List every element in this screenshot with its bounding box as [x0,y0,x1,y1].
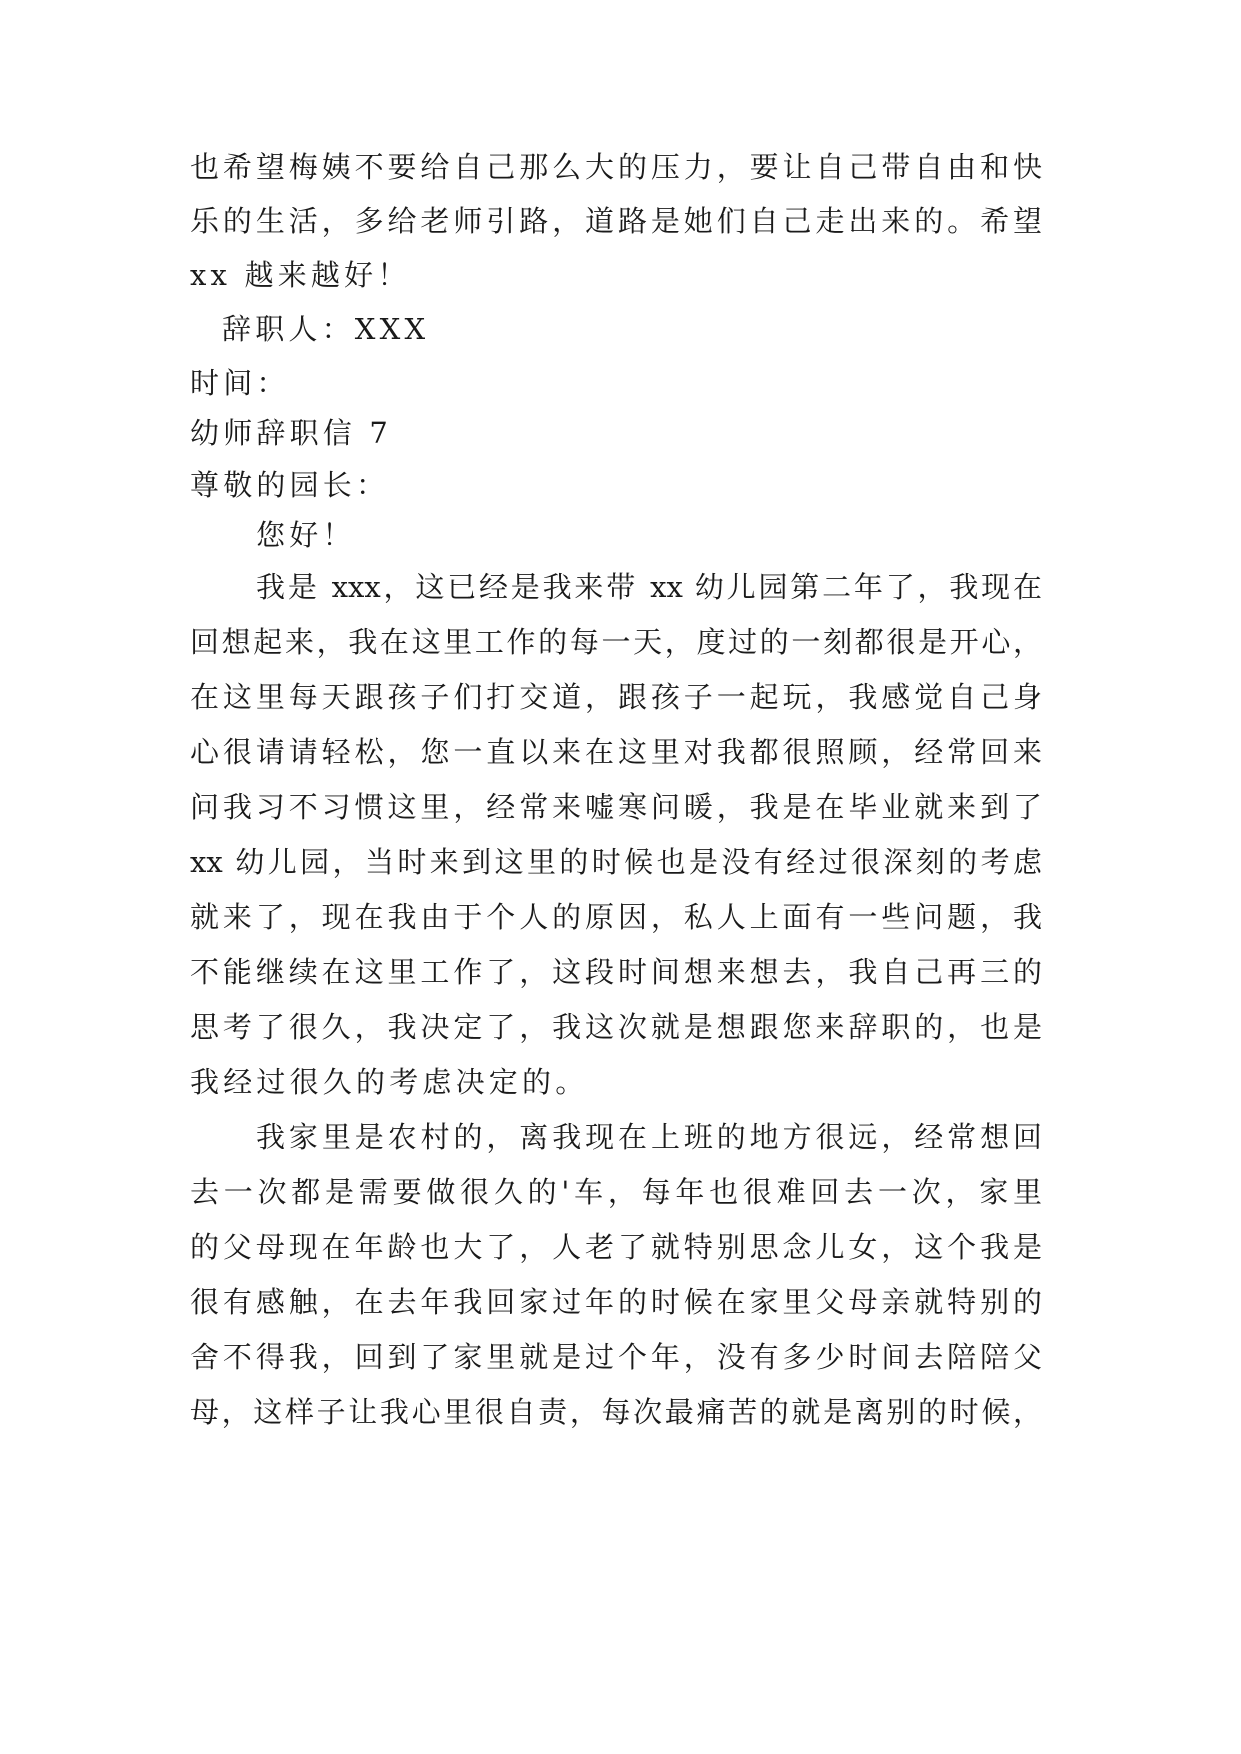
paragraph-line: 思考了很久，我决定了，我这次就是想跟您来辞职的，也是 [190,1010,1042,1044]
paragraph-line: 的父母现在年龄也大了，人老了就特别思念儿女，这个我是 [190,1230,1042,1264]
paragraph-line: 很有感触，在去年我回家过年的时候在家里父母亲就特别的 [190,1285,1042,1319]
greeting: 您好！ [256,518,356,552]
letter-title: 幼师辞职信 7 [190,416,393,450]
paragraph-line: 不能继续在这里工作了，这段时间想来想去，我自己再三的 [190,955,1042,989]
paragraph-line: 舍不得我，回到了家里就是过个年，没有多少时间去陪陪父 [190,1340,1042,1374]
paragraph-line: 也希望梅姨不要给自己那么大的压力，要让自己带自由和快 [190,150,1042,184]
paragraph-line: xx 幼儿园，当时来到这里的时候也是没有经过很深刻的考虑 [190,845,1042,879]
paragraph-line: 我是 xxx，这已经是我来带 xx 幼儿园第二年了，我现在 [256,570,1042,604]
paragraph-line: 回想起来，我在这里工作的每一天，度过的一刻都很是开心， [190,625,1042,659]
paragraph-line: 问我习不习惯这里，经常来嘘寒问暖，我是在毕业就来到了 [190,790,1042,824]
paragraph-line: 去一次都是需要做很久的'车，每年也很难回去一次，家里 [190,1175,1042,1209]
signer-line: 辞职人：XXX [222,312,430,346]
paragraph-line: xx 越来越好！ [190,258,411,292]
paragraph-line: 心很请请轻松，您一直以来在这里对我都很照顾，经常回来 [190,735,1042,769]
paragraph-line: 乐的生活，多给老师引路，道路是她们自己走出来的。希望 [190,204,1042,238]
paragraph-line: 在这里每天跟孩子们打交道，跟孩子一起玩，我感觉自己身 [190,680,1042,714]
date-line: 时间： [190,366,290,400]
paragraph-line: 我经过很久的考虑决定的。 [190,1065,589,1099]
salutation: 尊敬的园长： [190,468,390,502]
paragraph-line: 就来了，现在我由于个人的原因，私人上面有一些问题，我 [190,900,1042,934]
paragraph-line: 母，这样子让我心里很自责，每次最痛苦的就是离别的时候， [190,1395,1042,1429]
paragraph-line: 我家里是农村的，离我现在上班的地方很远，经常想回 [256,1120,1042,1154]
